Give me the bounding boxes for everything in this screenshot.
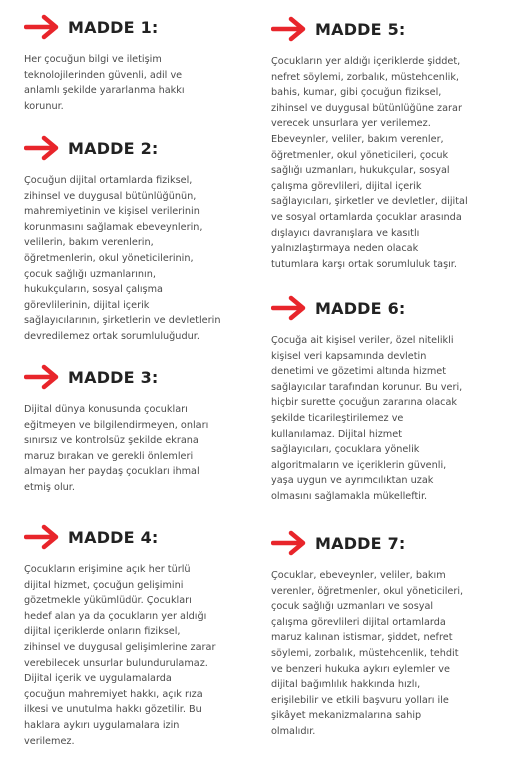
- article-text: Çocuğun dijital ortamlarda fiziksel, zihinsel ve duygusal bütünlüğünün, mahremiyetinin ve kişisel verilerinin korunmasını sağlamak ebeveynlerin, velilerin, bakım verenlerin, öğretmenlerin, okul yöneticilerinin, çocuk sağlığı uzmanlarının, hukukçuların, sosyal çalışma görevlilerinin, dijital içerik sağlayıcılarının, şirketlerin ve devletlerin devredilemez ortak sorumluluğudur.: [24, 175, 221, 342]
- article-text: Çocukların erişimine açık her türlü dijital hizmet, çocuğun gelişimini gözetmekle yükümlüdür. Çocukları hedef alan ya da çocukların yer aldığı dijital içeriklerde onların fiziksel, zihinsel ve duygusal gelişimlerine zarar verebilecek unsurlar bulundurulamaz. Dijital içerik ve uygulamalarda çocuğun mahremiyet hakkı, açık rıza ilkesi ve unutulma hakkı gözetilir. Bu haklara aykırı uygulamalara izin verilemez.: [24, 564, 216, 747]
- article-heading: [24, 362, 262, 392]
- red-arrow-icon: [271, 530, 307, 556]
- article-text: Çocukların yer aldığı içeriklerde şiddet, nefret söylemi, zorbalık, müstehcenlik, bahis, kumar, gibi çocuğun fiziksel, zihinsel ve duygusal bütünlüğüne zarar verecek unsurlara yer verilemez. Ebeveynler, veliler, bakım verenler, öğretmenler, okul yöneticileri, çocuk sağlığı uzmanları, hukukçular, sosyal çalışma görevlileri, dijital içerik sağlayıcıları, şirketler ve devletler, dijital ve sosyal ortamlarda çocuklar arasında dışlayıcı davranışlara ve kasıtlı yalnızlaştırmaya neden olacak tutumlara karşı ortak sorumluluk taşır.: [271, 56, 468, 270]
- red-arrow-icon: [24, 14, 60, 40]
- red-arrow-icon: [271, 16, 307, 42]
- article-madde-3: [24, 362, 262, 496]
- article-heading: [271, 528, 507, 558]
- article-title: MADDE 4:: [68, 527, 159, 547]
- article-madde-4: [24, 522, 262, 749]
- article-text: Çocuğa ait kişisel veriler, özel nitelikli kişisel veri kapsamında devletin denetimi ve gözetimi altında hizmet sağlayıcılar tarafından korunur. Bu veri, hiçbir surette çocuğun zararına olacak şekilde ticarileştirilemez ve kullanılamaz. Dijital hizmet sağlayıcıları, çocuklara yönelik algoritmaların ve içeriklerin güvenli, yaşa uygun ve ayrımcılıktan uzak olmasını sağlamakla mükelleftir.: [271, 335, 463, 502]
- article-title: MADDE 5:: [315, 19, 406, 39]
- article-heading: [24, 133, 262, 163]
- red-arrow-icon: [24, 135, 60, 161]
- article-title: MADDE 1:: [68, 17, 159, 37]
- article-madde-1: [24, 12, 262, 114]
- article-text: Dijital dünya konusunda çocukları eğitmeyen ve bilgilendirmeyen, onları sınırsız ve kontrolsüz şekilde ekrana maruz bırakan ve gerekli önlemleri almayan her paydaş çocukları ihmal etmiş olur.: [24, 404, 209, 493]
- article-text: Çocuklar, ebeveynler, veliler, bakım verenler, öğretmenler, okul yöneticileri, çocuk sağlığı uzmanları ve sosyal çalışma görevlileri dijital ortamlarda maruz kalınan istismar, şiddet, nefret söylemi, zorbalık, müstehcenlik, tehdit ve benzeri hukuka aykırı eylemler ve dijital bağımlılık hakkında hızlı, erişilebilir ve etkili başvuru yolları ile şikâyet mekanizmalarına sahip olmalıdır.: [271, 570, 464, 737]
- red-arrow-icon: [271, 295, 307, 321]
- article-heading: [271, 293, 507, 323]
- article-madde-7: [271, 528, 507, 740]
- article-title: MADDE 7:: [315, 533, 406, 553]
- article-heading: [24, 12, 262, 42]
- article-madde-5: [271, 14, 507, 272]
- article-title: MADDE 6:: [315, 298, 406, 318]
- article-text: Her çocuğun bilgi ve iletişim teknolojilerinden güvenli, adil ve anlamlı şekilde yararlanma hakkı korunur.: [24, 54, 185, 112]
- article-title: MADDE 2:: [68, 138, 159, 158]
- red-arrow-icon: [24, 364, 60, 390]
- red-arrow-icon: [24, 524, 60, 550]
- article-madde-2: [24, 133, 262, 345]
- article-title: MADDE 3:: [68, 367, 159, 387]
- article-madde-6: [271, 293, 507, 505]
- article-heading: [271, 14, 507, 44]
- article-heading: [24, 522, 262, 552]
